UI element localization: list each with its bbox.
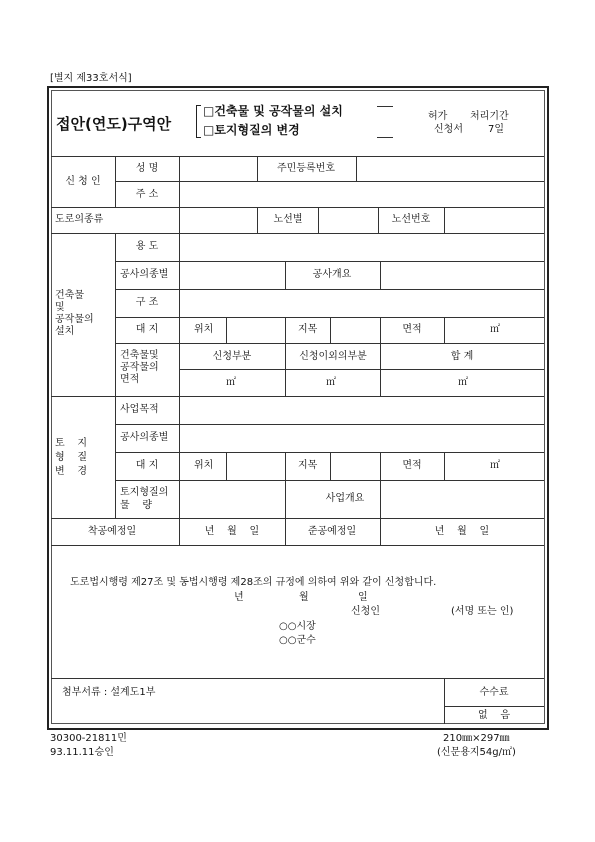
apply-part-header: 신청부분: [212, 351, 252, 362]
road-type-field[interactable]: [180, 208, 256, 232]
vline-b-land5: [444, 317, 445, 343]
bracket-bottom: [196, 137, 201, 138]
work-outline-field[interactable]: [381, 262, 543, 288]
section-building-line1: 건축물: [55, 290, 84, 301]
section-building-line4: 설치: [55, 326, 75, 337]
option-building-checkbox[interactable]: □건축물 및 공작물의 설치: [203, 104, 343, 118]
vline-sec-applicant: [115, 156, 116, 207]
structure-label: 구 조: [135, 297, 159, 308]
total-unit: ㎡: [458, 377, 468, 388]
date-day: 일: [358, 592, 368, 603]
volume-label: [120, 486, 178, 512]
fee-label: 수수료: [479, 687, 509, 698]
start-date-label: 착공예정일: [87, 526, 137, 537]
rule-fee-mid: [444, 706, 544, 707]
recipient-mayor: ○○시장: [279, 621, 316, 632]
land-change-land-label: 대 지: [135, 460, 159, 471]
vline-l-land4: [380, 452, 381, 480]
sign-or-seal[interactable]: (서명 또는 인): [451, 606, 514, 617]
declaration-text: 도로법시행령 제27조 및 동법시행령 제28조의 규정에 의하여 위와 같이 신청합니다.: [70, 577, 437, 588]
areas-label-line1: 건축물및: [120, 350, 159, 361]
vline-l-land2: [285, 452, 286, 480]
vline-s3: [380, 518, 381, 545]
vline-b-area2: [380, 343, 381, 396]
route-field[interactable]: [319, 208, 377, 232]
land-area-label: 면적: [402, 460, 422, 471]
applicant-sign-label: 신청인: [351, 606, 380, 617]
apply-part-unit: ㎡: [226, 377, 236, 388]
approval-date: 93.11.11승인: [50, 747, 114, 758]
land-location-field[interactable]: [227, 453, 284, 479]
bracket-left: [196, 105, 197, 137]
form-title: 접안(연도)구역안: [56, 115, 172, 133]
vline-sec-body: [115, 233, 116, 518]
section-land-line2: 형 질: [55, 452, 88, 463]
areas-label-line3: 면적: [120, 374, 140, 385]
route-number-label: 노선번호: [391, 214, 431, 225]
total-header: 합 계: [450, 351, 474, 362]
date-month: 월: [299, 592, 309, 603]
use-field[interactable]: [180, 234, 543, 260]
volume-label-line1: 토지형질의: [120, 487, 169, 498]
other-part-unit: ㎡: [326, 377, 336, 388]
section-applicant: 신 청 인: [65, 176, 101, 187]
other-part-header: 신청이외의부분: [299, 351, 367, 362]
vline-b-work1: [285, 261, 286, 289]
rule-schedule-bottom: [51, 545, 544, 546]
route-number-field[interactable]: [445, 208, 543, 232]
name-label: 성 명: [135, 163, 159, 174]
volume-label-line2: 물 량: [120, 500, 153, 511]
paper-size: 210㎜×297㎜: [443, 733, 510, 744]
rule-b5: [179, 369, 544, 370]
areas-label: [120, 350, 178, 386]
vline-s1: [179, 518, 180, 545]
work-type-field[interactable]: [180, 262, 284, 288]
volume-field[interactable]: [180, 481, 284, 517]
vline-b-land2: [285, 317, 286, 343]
name-field[interactable]: [180, 157, 256, 181]
areas-label-line2: 공작물의: [120, 362, 159, 373]
id-number-label: 주민등록번호: [277, 163, 335, 174]
proc-label-application: 신청서: [434, 124, 463, 135]
land-label: 대 지: [135, 324, 159, 335]
vline-b-area1: [285, 343, 286, 396]
fee-value: 없 음: [477, 710, 511, 721]
proc-value: 7일: [488, 124, 505, 135]
route-label: 노선별: [273, 214, 303, 225]
form-id: [별지 제33호서식]: [50, 73, 132, 84]
category-label: 지목: [298, 324, 318, 335]
paper-type: (신문용지54g/㎡): [437, 747, 516, 758]
use-label: 용 도: [135, 241, 159, 252]
proc-label-period: 처리기간: [470, 111, 509, 122]
end-date-field[interactable]: 년 월 일: [434, 526, 490, 537]
rule-land-bottom: [51, 518, 544, 519]
area-label: 면적: [402, 324, 422, 335]
category-field[interactable]: [331, 318, 379, 342]
proc-label-permit: 허가: [428, 111, 448, 122]
land-location-label: 위치: [194, 460, 214, 471]
purpose-label: 사업목적: [120, 404, 159, 415]
address-label: 주 소: [135, 189, 159, 200]
vline-r4: [378, 207, 379, 233]
dash1: [377, 106, 393, 107]
vline-s2: [285, 518, 286, 545]
vline-r2: [257, 207, 258, 233]
start-date-field[interactable]: 년 월 일: [204, 526, 260, 537]
purpose-field[interactable]: [180, 397, 543, 423]
recipient-county: ○○군수: [279, 635, 316, 646]
dash2: [377, 137, 393, 138]
section-building-line2: 및: [55, 302, 65, 313]
date-year: 년: [234, 592, 244, 603]
vline-b-land4: [380, 317, 381, 343]
area-unit: ㎡: [490, 324, 500, 335]
vline-l-vol1: [285, 480, 286, 518]
land-work-type-label: 공사의종별: [120, 432, 169, 443]
location-label: 위치: [194, 324, 214, 335]
section-building: [55, 290, 113, 338]
work-type-label: 공사의종별: [120, 269, 169, 280]
land-category-label: 지목: [298, 460, 318, 471]
vline-fee: [444, 678, 445, 724]
structure-field[interactable]: [180, 290, 543, 316]
land-work-type-field[interactable]: [180, 425, 543, 451]
attachments-label: 첨부서류 : 설계도1부: [62, 687, 156, 698]
work-outline-label: 공사개요: [312, 269, 352, 280]
business-outline-label: 사업개요: [325, 493, 365, 504]
vline-a2: [257, 156, 258, 181]
business-outline-field[interactable]: [381, 481, 543, 517]
form-code: 30300-21811민: [50, 733, 127, 744]
section-land-change: [55, 437, 113, 479]
section-land-line3: 변 경: [55, 466, 88, 477]
road-type-label: 도로의종류: [55, 214, 104, 225]
option-land-checkbox[interactable]: □토지형질의 변경: [203, 123, 300, 137]
id-number-field[interactable]: [357, 157, 543, 181]
section-building-line3: 공작물의: [55, 314, 94, 325]
land-category-field[interactable]: [331, 453, 379, 479]
location-field[interactable]: [227, 318, 284, 342]
bracket-top: [196, 105, 201, 106]
land-area-unit: ㎡: [490, 460, 500, 471]
end-date-label: 준공예정일: [307, 526, 357, 537]
section-land-line1: 토 지: [55, 438, 88, 449]
address-field[interactable]: [180, 182, 543, 206]
rule-declaration-bottom: [51, 678, 544, 679]
vline-l-land5: [444, 452, 445, 480]
